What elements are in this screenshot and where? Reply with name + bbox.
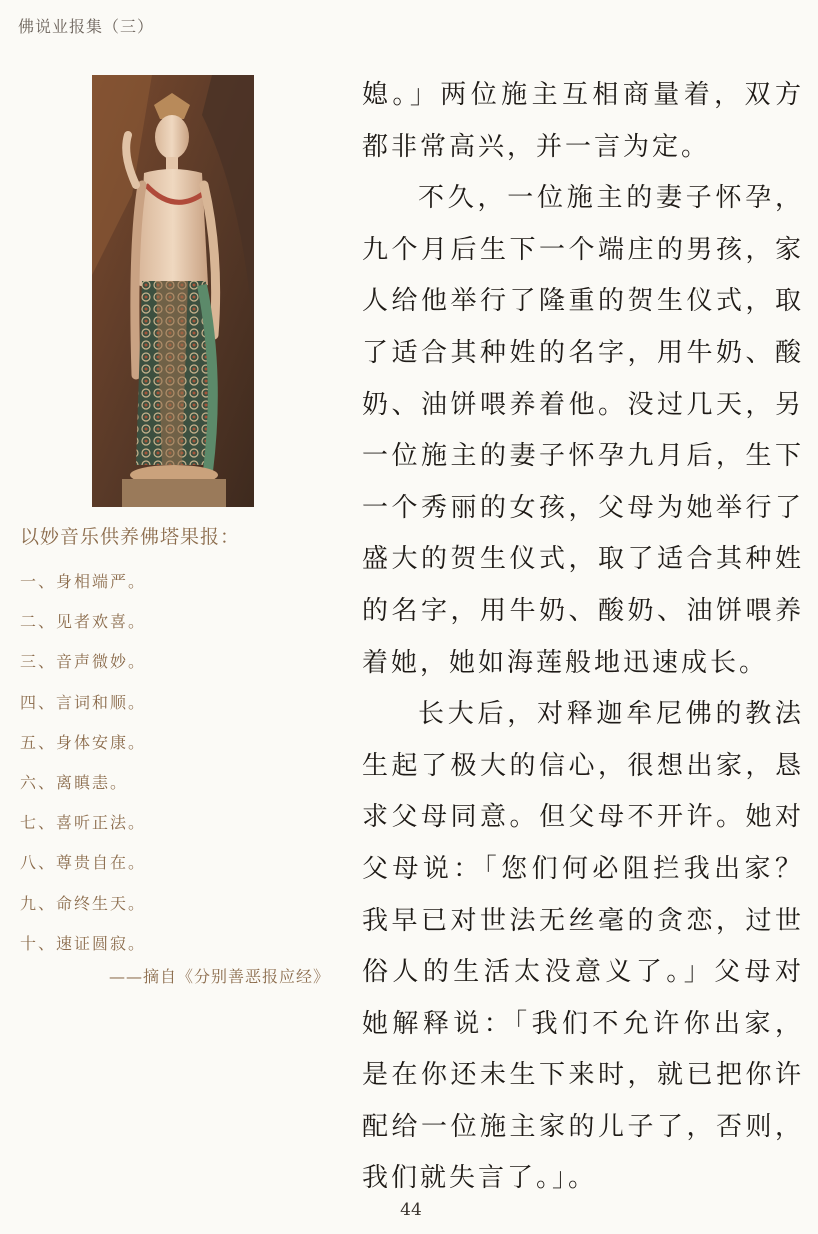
sidebar-heading: 以妙音乐供养佛塔果报： [20, 526, 241, 548]
list-item: 七、喜听正法。 [20, 813, 147, 833]
source-attribution: ——摘自《分别善恶报应经》 [108, 967, 330, 986]
paragraph: 长大后，对释迦牟尼佛的教法生起了极大的信心，很想出家，恳求父母同意。但父母不开许。她对父母说：「您们何必阻拦我出家？我早已对世法无丝毫的贪恋，过世俗人的生活太没意义了。」父母对她解释说：「我们不允许你出家，是在你还未生下来时，就已把你许配给一位施主家的儿子了，否则，我们就失言了。」。 [362, 699, 804, 1194]
page-number: 44 [400, 1200, 422, 1220]
statue-illustration [92, 75, 254, 507]
list-item: 四、言词和顺。 [20, 692, 147, 712]
list-item: 六、离瞋恚。 [20, 773, 129, 793]
bodhisattva-statue-image [92, 75, 254, 507]
list-item: 八、尊贵自在。 [20, 853, 147, 873]
list-item: 二、见者欢喜。 [20, 612, 147, 632]
list-item: 十、速证圆寂。 [20, 933, 147, 953]
list-item: 一、身相端严。 [20, 572, 147, 591]
paragraph: 媳。」两位施主互相商量着，双方都非常高兴，并一言为定。 [362, 80, 804, 162]
list-item: 九、命终生天。 [20, 893, 147, 913]
list-item: 三、音声微妙。 [20, 652, 147, 672]
main-body-text [362, 70, 804, 1205]
list-item: 五、身体安康。 [20, 732, 147, 752]
karmic-rewards-list [20, 562, 146, 964]
running-header: 佛说业报集（三） [18, 17, 155, 36]
paragraph: 不久，一位施主的妻子怀孕，九个月后生下一个端庄的男孩，家人给他举行了隆重的贺生仪式，取了适合其种姓的名字，用牛奶、酸奶、油饼喂养着他。没过几天，另一位施主的妻子怀孕九月后，生下一个秀丽的女孩，父母为她举行了盛大的贺生仪式，取了适合其种姓的名字，用牛奶、酸奶、油饼喂养着她，她如海莲般地迅速成长。 [362, 183, 804, 678]
